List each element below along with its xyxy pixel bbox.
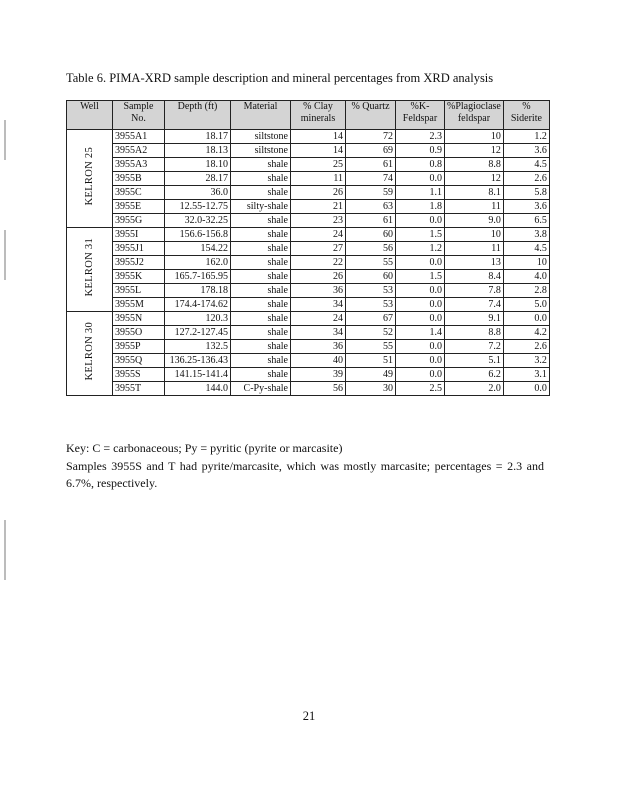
page-number: 21 <box>302 709 316 723</box>
table-row <box>67 270 550 284</box>
kfeldspar-cell: 1.5 <box>396 270 445 284</box>
depth-cell: 120.3 <box>165 312 231 326</box>
clay-cell: 36 <box>291 284 346 298</box>
quartz-cell: 59 <box>346 186 396 200</box>
table-row <box>67 158 550 172</box>
depth-cell: 28.17 <box>165 172 231 186</box>
sample-cell: 3955T <box>113 382 165 396</box>
well-cell <box>67 130 113 228</box>
depth-cell: 178.18 <box>165 284 231 298</box>
table-row <box>67 214 550 228</box>
header-sample: Sample No. <box>113 101 165 130</box>
siderite-cell: 0.0 <box>503 382 549 396</box>
material-cell: siltstone <box>231 144 291 158</box>
quartz-cell: 53 <box>346 284 396 298</box>
material-cell: shale <box>231 368 291 382</box>
plagioclase-cell: 13 <box>445 256 504 270</box>
quartz-cell: 74 <box>346 172 396 186</box>
clay-cell: 11 <box>291 172 346 186</box>
table-row <box>67 326 550 340</box>
plagioclase-cell: 10 <box>445 130 504 144</box>
depth-cell: 165.7-165.95 <box>165 270 231 284</box>
depth-cell: 36.0 <box>165 186 231 200</box>
clay-cell: 22 <box>291 256 346 270</box>
plagioclase-cell: 9.0 <box>445 214 504 228</box>
table-row <box>67 130 550 144</box>
marcasite-note: Samples 3955S and T had pyrite/marcasite, which was mostly marcasite; percentages = 2.3 and 6.7%, respectively. <box>66 459 544 490</box>
table-row <box>67 382 550 396</box>
clay-cell: 25 <box>291 158 346 172</box>
kfeldspar-cell: 0.8 <box>396 158 445 172</box>
table-row <box>67 200 550 214</box>
sample-cell: 3955S <box>113 368 165 382</box>
kfeldspar-cell: 0.0 <box>396 368 445 382</box>
siderite-cell: 3.2 <box>503 354 549 368</box>
plagioclase-cell: 7.4 <box>445 298 504 312</box>
quartz-cell: 30 <box>346 382 396 396</box>
depth-cell: 136.25-136.43 <box>165 354 231 368</box>
sample-cell: 3955M <box>113 298 165 312</box>
material-cell: shale <box>231 172 291 186</box>
siderite-cell: 0.0 <box>503 312 549 326</box>
material-cell: shale <box>231 158 291 172</box>
kfeldspar-cell: 1.5 <box>396 228 445 242</box>
siderite-cell: 4.0 <box>503 270 549 284</box>
header-depth: Depth (ft) <box>165 101 231 130</box>
sample-cell: 3955A2 <box>113 144 165 158</box>
material-cell: shale <box>231 214 291 228</box>
clay-cell: 26 <box>291 270 346 284</box>
xrd-table <box>66 100 550 396</box>
well-label: KELRON 31 <box>83 238 95 297</box>
quartz-cell: 55 <box>346 256 396 270</box>
plagioclase-cell: 9.1 <box>445 312 504 326</box>
header-plagioclase: %Plagioclase feldspar <box>445 101 504 130</box>
header-row <box>67 101 550 130</box>
table-row <box>67 284 550 298</box>
clay-cell: 34 <box>291 326 346 340</box>
kfeldspar-cell: 1.4 <box>396 326 445 340</box>
table-caption: Table 6. PIMA-XRD sample description and mineral percentages from XRD analysis <box>66 71 494 85</box>
siderite-cell: 2.6 <box>503 340 549 354</box>
kfeldspar-cell: 0.0 <box>396 214 445 228</box>
clay-cell: 21 <box>291 200 346 214</box>
sample-cell: 3955N <box>113 312 165 326</box>
sample-cell: 3955P <box>113 340 165 354</box>
material-cell: shale <box>231 354 291 368</box>
table-row <box>67 298 550 312</box>
kfeldspar-cell: 2.5 <box>396 382 445 396</box>
clay-cell: 23 <box>291 214 346 228</box>
siderite-cell: 4.5 <box>503 242 549 256</box>
material-cell: shale <box>231 312 291 326</box>
siderite-cell: 4.5 <box>503 158 549 172</box>
clay-cell: 36 <box>291 340 346 354</box>
table-row <box>67 228 550 242</box>
quartz-cell: 60 <box>346 228 396 242</box>
scan-margin-mark <box>4 230 6 280</box>
well-cell <box>67 312 113 396</box>
header-material: Material <box>231 101 291 130</box>
sample-cell: 3955G <box>113 214 165 228</box>
siderite-cell: 2.6 <box>503 172 549 186</box>
sample-cell: 3955J2 <box>113 256 165 270</box>
quartz-cell: 49 <box>346 368 396 382</box>
scan-margin-mark <box>4 520 6 580</box>
plagioclase-cell: 8.8 <box>445 158 504 172</box>
kfeldspar-cell: 0.0 <box>396 340 445 354</box>
clay-cell: 14 <box>291 130 346 144</box>
kfeldspar-cell: 2.3 <box>396 130 445 144</box>
plagioclase-cell: 11 <box>445 242 504 256</box>
clay-cell: 40 <box>291 354 346 368</box>
kfeldspar-cell: 1.8 <box>396 200 445 214</box>
depth-cell: 12.55-12.75 <box>165 200 231 214</box>
scan-margin-mark <box>4 120 6 160</box>
quartz-cell: 55 <box>346 340 396 354</box>
table-row <box>67 354 550 368</box>
table-row <box>67 172 550 186</box>
well-label: KELRON 25 <box>83 147 95 206</box>
table-row <box>67 186 550 200</box>
quartz-cell: 67 <box>346 312 396 326</box>
table-key: Key: C = carbonaceous; Py = pyritic (pyrite or marcasite) <box>66 441 343 455</box>
sample-cell: 3955B <box>113 172 165 186</box>
plagioclase-cell: 5.1 <box>445 354 504 368</box>
kfeldspar-cell: 0.0 <box>396 256 445 270</box>
clay-cell: 56 <box>291 382 346 396</box>
header-clay: % Clay minerals <box>291 101 346 130</box>
clay-cell: 24 <box>291 312 346 326</box>
siderite-cell: 4.2 <box>503 326 549 340</box>
sample-cell: 3955O <box>113 326 165 340</box>
plagioclase-cell: 7.2 <box>445 340 504 354</box>
kfeldspar-cell: 0.9 <box>396 144 445 158</box>
sample-cell: 3955A1 <box>113 130 165 144</box>
depth-cell: 154.22 <box>165 242 231 256</box>
clay-cell: 24 <box>291 228 346 242</box>
table-row <box>67 144 550 158</box>
siderite-cell: 3.6 <box>503 200 549 214</box>
material-cell: shale <box>231 228 291 242</box>
quartz-cell: 52 <box>346 326 396 340</box>
header-well: Well <box>67 101 113 130</box>
depth-cell: 174.4-174.62 <box>165 298 231 312</box>
depth-cell: 127.2-127.45 <box>165 326 231 340</box>
quartz-cell: 72 <box>346 130 396 144</box>
kfeldspar-cell: 0.0 <box>396 354 445 368</box>
material-cell: C-Py-shale <box>231 382 291 396</box>
table-row <box>67 256 550 270</box>
siderite-cell: 5.8 <box>503 186 549 200</box>
quartz-cell: 53 <box>346 298 396 312</box>
depth-cell: 162.0 <box>165 256 231 270</box>
kfeldspar-cell: 1.2 <box>396 242 445 256</box>
table-row <box>67 312 550 326</box>
header-kfeldspar: %K-Feldspar <box>396 101 445 130</box>
kfeldspar-cell: 0.0 <box>396 312 445 326</box>
sample-cell: 3955Q <box>113 354 165 368</box>
material-cell: silty-shale <box>231 200 291 214</box>
siderite-cell: 3.6 <box>503 144 549 158</box>
plagioclase-cell: 12 <box>445 144 504 158</box>
depth-cell: 18.10 <box>165 158 231 172</box>
material-cell: shale <box>231 298 291 312</box>
siderite-cell: 3.8 <box>503 228 549 242</box>
kfeldspar-cell: 1.1 <box>396 186 445 200</box>
clay-cell: 14 <box>291 144 346 158</box>
table-row <box>67 242 550 256</box>
sample-cell: 3955C <box>113 186 165 200</box>
kfeldspar-cell: 0.0 <box>396 298 445 312</box>
depth-cell: 18.13 <box>165 144 231 158</box>
clay-cell: 27 <box>291 242 346 256</box>
sample-cell: 3955J1 <box>113 242 165 256</box>
depth-cell: 156.6-156.8 <box>165 228 231 242</box>
well-cell <box>67 228 113 312</box>
depth-cell: 32.0-32.25 <box>165 214 231 228</box>
sample-cell: 3955L <box>113 284 165 298</box>
material-cell: shale <box>231 256 291 270</box>
quartz-cell: 63 <box>346 200 396 214</box>
siderite-cell: 2.8 <box>503 284 549 298</box>
table-row <box>67 340 550 354</box>
quartz-cell: 56 <box>346 242 396 256</box>
plagioclase-cell: 6.2 <box>445 368 504 382</box>
header-quartz: % Quartz <box>346 101 396 130</box>
material-cell: shale <box>231 326 291 340</box>
table-row <box>67 368 550 382</box>
material-cell: shale <box>231 340 291 354</box>
siderite-cell: 10 <box>503 256 549 270</box>
quartz-cell: 51 <box>346 354 396 368</box>
clay-cell: 26 <box>291 186 346 200</box>
siderite-cell: 1.2 <box>503 130 549 144</box>
clay-cell: 39 <box>291 368 346 382</box>
material-cell: shale <box>231 242 291 256</box>
depth-cell: 141.15-141.4 <box>165 368 231 382</box>
clay-cell: 34 <box>291 298 346 312</box>
kfeldspar-cell: 0.0 <box>396 284 445 298</box>
plagioclase-cell: 10 <box>445 228 504 242</box>
quartz-cell: 69 <box>346 144 396 158</box>
depth-cell: 144.0 <box>165 382 231 396</box>
material-cell: shale <box>231 270 291 284</box>
plagioclase-cell: 8.8 <box>445 326 504 340</box>
depth-cell: 132.5 <box>165 340 231 354</box>
sample-cell: 3955A3 <box>113 158 165 172</box>
kfeldspar-cell: 0.0 <box>396 172 445 186</box>
plagioclase-cell: 8.4 <box>445 270 504 284</box>
plagioclase-cell: 12 <box>445 172 504 186</box>
material-cell: shale <box>231 284 291 298</box>
quartz-cell: 61 <box>346 158 396 172</box>
siderite-cell: 3.1 <box>503 368 549 382</box>
material-cell: siltstone <box>231 130 291 144</box>
sample-cell: 3955E <box>113 200 165 214</box>
sample-cell: 3955K <box>113 270 165 284</box>
quartz-cell: 60 <box>346 270 396 284</box>
plagioclase-cell: 11 <box>445 200 504 214</box>
sample-cell: 3955I <box>113 228 165 242</box>
material-cell: shale <box>231 186 291 200</box>
siderite-cell: 6.5 <box>503 214 549 228</box>
depth-cell: 18.17 <box>165 130 231 144</box>
quartz-cell: 61 <box>346 214 396 228</box>
plagioclase-cell: 7.8 <box>445 284 504 298</box>
well-label: KELRON 30 <box>83 322 95 381</box>
plagioclase-cell: 2.0 <box>445 382 504 396</box>
plagioclase-cell: 8.1 <box>445 186 504 200</box>
siderite-cell: 5.0 <box>503 298 549 312</box>
header-siderite: % Siderite <box>503 101 549 130</box>
